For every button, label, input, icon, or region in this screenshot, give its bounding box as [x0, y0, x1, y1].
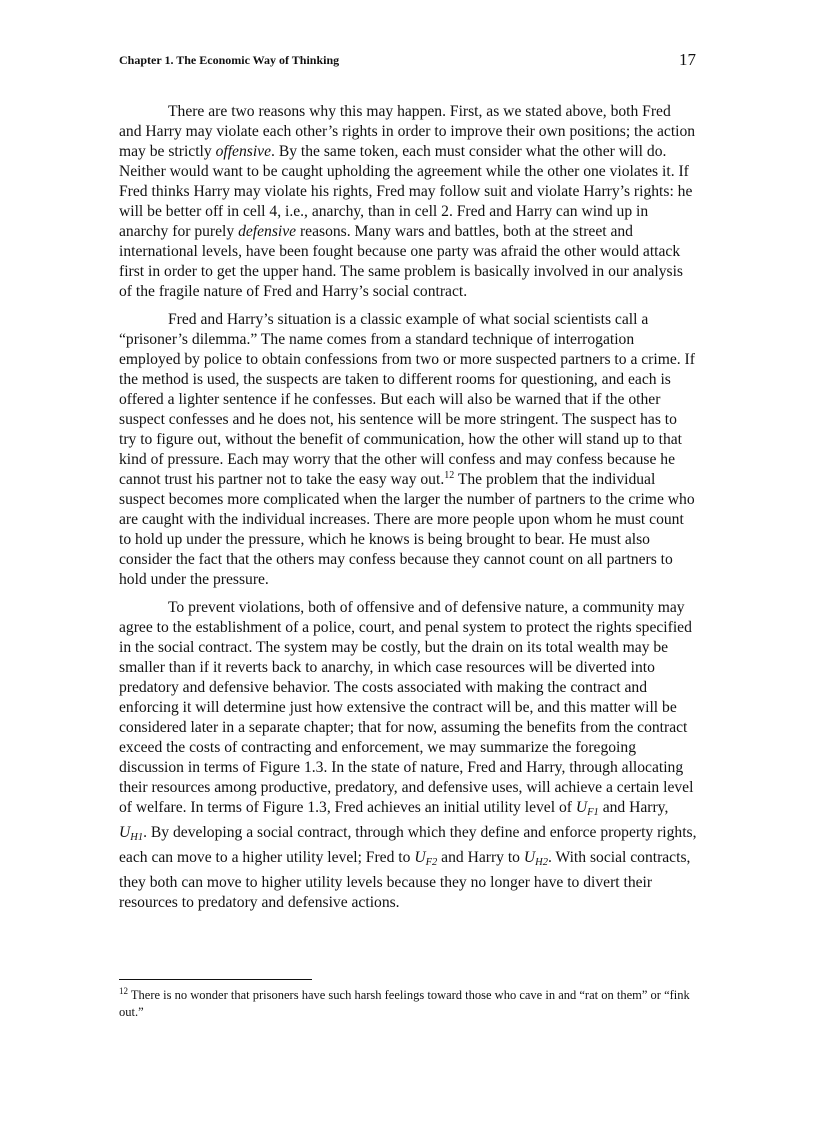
footnote-reference[interactable]: 12 [444, 470, 455, 481]
emphasis-defensive: defensive [238, 223, 297, 240]
footnote-number: 12 [119, 986, 128, 996]
symbol-u-h2: $U_{H2}$ [523, 849, 548, 868]
paragraph-2: Fred and Harry’s situation is a classic example of what social scientists call a “prisoner’s dilemma.” The name comes from a standard technique of interrogation employed by police to obtain confessions from two or more suspected partners to a crime. If the method is used, the suspects are taken to different rooms for questioning, and each is offered a lighter sentence if he confesses. But each will also be warned that if the other suspect confesses and he does not, his sentence will be more stringent. The suspect has to try to figure out, without the benefit of communication, how the other will stand up to that kind of pressure. Each may worry that the other will confess and may confess because he cannot trust his partner not to take the easy way out.$^{12}$ The problem that the individual suspect becomes more complicated when the larger the number of partners to the crime who are caught with the individual increases. There are more people upon whom he must count to hold up under the pressure, which he knows is being brought to bear. He must also consider the fact that the others may confess because they cannot count on all partners to hold under the pressure. [119, 311, 695, 588]
emphasis-offensive: offensive [215, 143, 272, 160]
paragraph-3: To prevent violations, both of offensive and of defensive nature, a community may agree to the establishment of a police, court, and penal system to protect the rights specified in the social contract. The system may be costly, but the drain on its total wealth may be smaller than if it reverts back to anarchy, in which case resources will be diverted into predatory and defensive behavior. The costs associated with making the contract and enforcing it will determine just how extensive the contract will be, and this matter will be considered later in a separate chapter; that for now, assuming the benefits from the contract exceed the costs of contracting and enforcement, we may summarize the foregoing discussion in terms of Figure 1.3. In the state of nature, Fred and Harry, through allocating their resources among productive, predatory, and defensive uses, will achieve a certain level of welfare. In terms of Figure 1.3, Fred achieves an initial utility level of $U_{F1}$ and Harry, $U_{H1}$. By developing a social contract, through which they define and enforce property rights, each can move to a higher utility level; Fred to $U_{F2}$ and Harry to $U_{H2}$. With social contracts, they both can move to higher utility levels because they no longer have to divert their resources to predatory and defensive actions. [119, 599, 697, 911]
page-number: 17 [679, 50, 696, 69]
body-text [119, 102, 697, 921]
symbol-u-f1: $U_{F1}$ [575, 799, 599, 818]
running-head: Chapter 1. The Economic Way of Thinking [119, 53, 340, 67]
paragraph-1: There are two reasons why this may happen. First, as we stated above, both Fred and Harry may violate each other’s rights in order to improve their own positions; the action may be strictly offensive. By the same token, each must consider what the other will do. Neither would want to be caught upholding the agreement while the other one violates it. If Fred thinks Harry may violate his rights, Fred may follow suit and violate Harry’s rights: he will be better off in cell 4, i.e., anarchy, than in cell 2. Fred and Harry can wind up in anarchy for purely defensive reasons. Many wars and battles, both at the street and international levels, have been fought because one party was afraid the other would attack first in order to get the upper hand. The same problem is basically involved in our analysis of the fragile nature of Fred and Harry’s social contract. [119, 103, 696, 300]
footnote [119, 987, 699, 1021]
footnote-divider [119, 979, 312, 980]
symbol-u-f2: $U_{F2}$ [414, 849, 438, 868]
page-header [119, 50, 696, 72]
symbol-u-h1: $U_{H1}$ [119, 824, 144, 843]
footnote-text: There is no wonder that prisoners have such harsh feelings toward those who cave in and “rat on them” or “fink out.” [119, 988, 690, 1019]
